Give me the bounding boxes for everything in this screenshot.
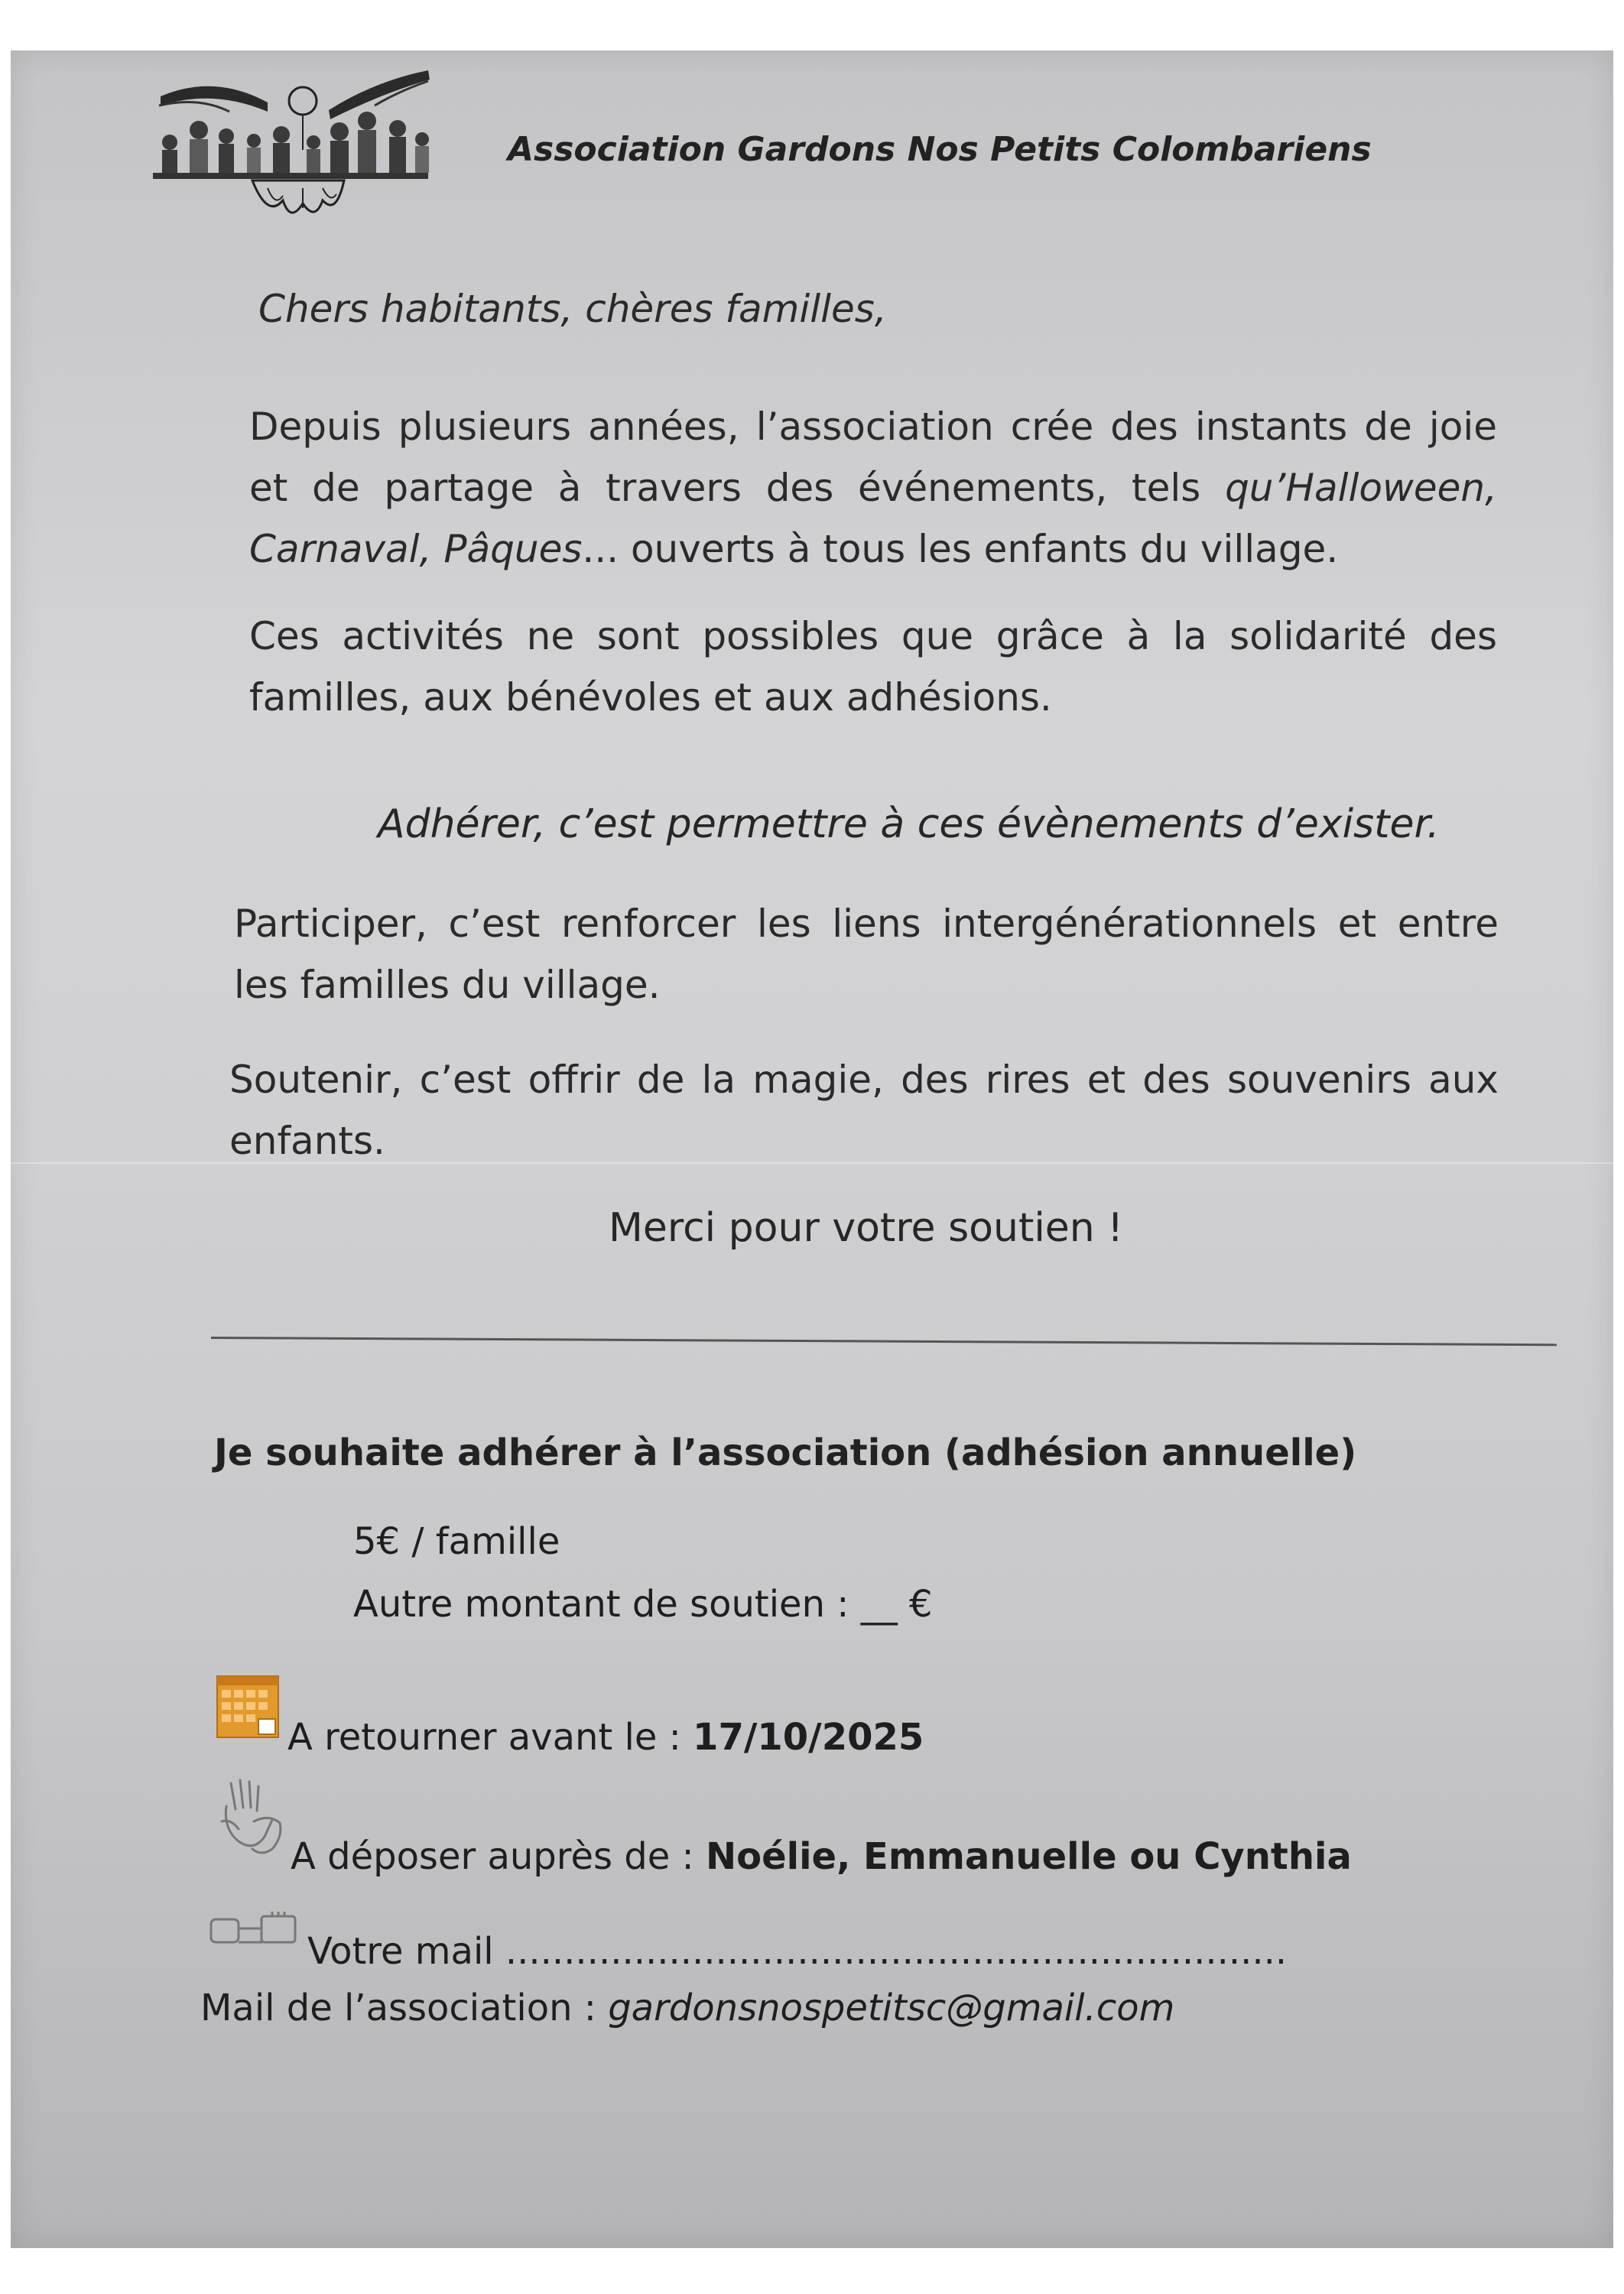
- paragraph-participate: Participer, c’est renforcer les liens intergénérationnels et entre les familles du village.: [234, 902, 1499, 1007]
- paragraph-intro: [249, 396, 1497, 580]
- greeting: Chers habitants, chères familles,: [258, 287, 887, 331]
- motto: Adhérer, c’est permettre à ces évènements d’exister.: [378, 801, 1440, 847]
- children-and-dove-logo: [153, 66, 436, 228]
- mail-icon: [208, 1912, 300, 1950]
- your-email-field[interactable]: [307, 1930, 1287, 1973]
- deadline-label: A retourner avant le :: [287, 1716, 693, 1759]
- deposit-names: Noélie, Emmanuelle ou Cynthia: [705, 1835, 1352, 1878]
- other-amount-label: Autre montant de soutien :: [353, 1583, 861, 1626]
- deposit-label: A déposer auprès de :: [291, 1835, 706, 1878]
- membership-form-title: Je souhaite adhérer à l’association (adhésion annuelle): [214, 1431, 1357, 1474]
- association-title: Association Gardons Nos Petits Colombariens: [508, 130, 1372, 169]
- association-email: [200, 1987, 1174, 2029]
- deposit-instructions: [291, 1835, 1352, 1878]
- calendar-icon: [216, 1675, 280, 1739]
- other-amount-currency: €: [897, 1583, 933, 1626]
- thanks-text: Merci pour votre soutien !: [609, 1205, 1124, 1251]
- paragraph-intro-text: Depuis plusieurs années, l’association crée des instants de joie et de partage à travers des événements, tels: [249, 405, 1497, 510]
- hands-icon: [216, 1776, 286, 1858]
- return-deadline: [287, 1716, 924, 1759]
- association-email-address: gardonsnospetitsc@gmail.com: [608, 1987, 1175, 2029]
- paragraph-intro-events: qu’Halloween, Carnaval, Pâques: [249, 466, 1497, 571]
- your-email-dots[interactable]: ...................................................................: [505, 1930, 1288, 1973]
- deadline-date: 17/10/2025: [693, 1716, 924, 1759]
- association-email-label: Mail de l’association :: [200, 1987, 609, 2029]
- option-other-amount: [353, 1583, 932, 1626]
- other-amount-blank[interactable]: __: [860, 1583, 898, 1626]
- paragraph-intro-end: ... ouverts à tous les enfants du village.: [582, 527, 1339, 571]
- paragraph-activities: Ces activités ne sont possibles que grâce à la solidarité des familles, aux bénévoles et aux adhésions.: [249, 614, 1497, 720]
- your-email-label: Votre mail: [307, 1930, 505, 1973]
- paragraph-support: Soutenir, c’est offrir de la magie, des rires et des souvenirs aux enfants.: [229, 1058, 1499, 1163]
- option-family-fee: 5€ / famille: [353, 1520, 560, 1563]
